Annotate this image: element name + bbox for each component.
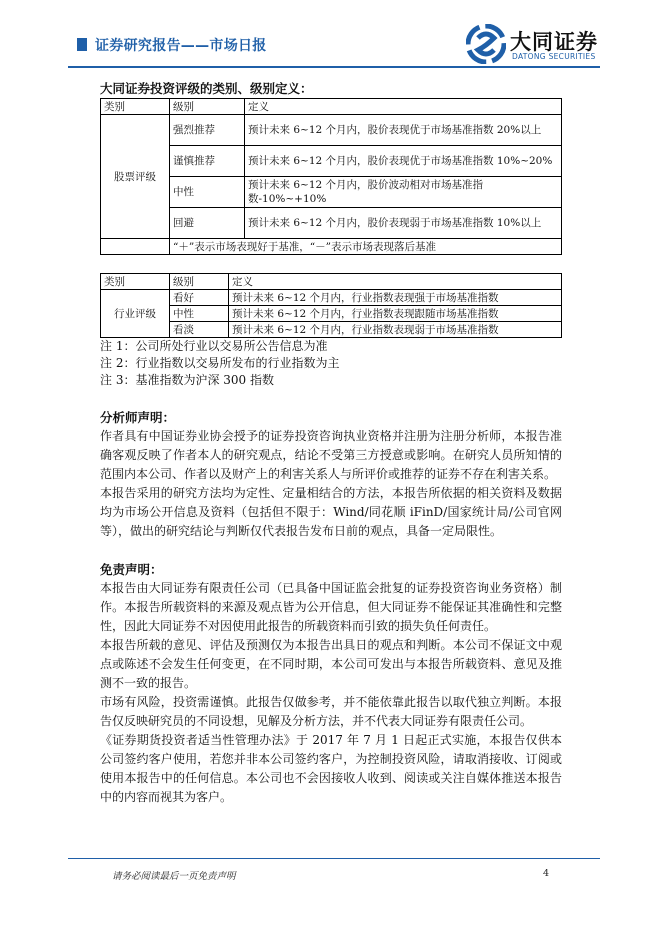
disclaimer-paragraph: 本报告所载的意见、评估及预测仅为本报告出具日的观点和判断。本公司不保证文中观点或陈述不会发生任何变更，在不同时期，本公司可发出与本报告所载资料、意见及推测不一致的报告。	[100, 638, 562, 690]
definition-cell: 预计未来 6~12 个月内，股价波动相对市场基准指数-10%~+10%	[245, 177, 562, 208]
table-row	[101, 146, 562, 177]
disclaimer-section-title: 免责声明：	[100, 562, 163, 577]
level-cell: 谨慎推荐	[170, 146, 245, 177]
table-footnote: “＋”表示市场表现好于基准，“－”表示市场表现落后基准	[170, 239, 562, 255]
rating-section-title: 大同证券投资评级的类别、级别定义：	[100, 81, 313, 96]
report-type-title: 证券研究报告——市场日报	[95, 38, 267, 54]
table-row	[101, 306, 562, 322]
analyst-paragraph: 作者具有中国证券业协会授予的证券投资咨询执业资格并注册为注册分析师，本报告准确客观反映了作者本人的研究观点，结论不受第三方授意或影响。在研究人员所知情的范围内本公司、作者以及财产上的利害关系人与所评价或推荐的证券不存在利害关系。	[100, 429, 562, 481]
table-row	[101, 322, 562, 338]
level-cell: 回避	[170, 208, 245, 239]
category-cell: 行业评级	[101, 290, 170, 338]
note-line: 注 2：行业指数以交易所发布的行业指数为主	[100, 356, 340, 370]
empty-cell	[101, 239, 170, 255]
note-line: 注 1：公司所处行业以交易所公告信息为准	[100, 339, 328, 353]
table-row	[101, 177, 562, 208]
definition-cell: 预计未来 6~12 个月内，行业指数表现强于市场基准指数	[229, 290, 562, 306]
disclaimer-paragraph: 《证券期货投资者适当性管理办法》于 2017 年 7 月 1 日起正式实施，本报告仅供本公司签约客户使用，若您并非本公司签约客户，为控制投资风险，请取消接收、订阅或使用本报告中的任何信息。本公司也不会因接收人收到、阅读或关注自媒体推送本报告中的内容而视其为客户。	[100, 733, 562, 804]
level-cell: 强烈推荐	[170, 115, 245, 146]
page-number: 4	[543, 868, 550, 879]
definition-cell: 预计未来 6~12 个月内，股价表现优于市场基准指数 20%以上	[245, 115, 562, 146]
disclaimer-paragraph: 本报告由大同证券有限责任公司（已具备中国证监会批复的证券投资咨询业务资格）制作。本报告所载资料的来源及观点皆为公开信息，但大同证券不能保证其准确性和完整性，因此大同证券不对因使用此报告的所载资料而引致的损失负任何责任。	[100, 581, 562, 633]
analyst-paragraph: 本报告采用的研究方法均为定性、定量相结合的方法，本报告所依据的相关资料及数据均为市场公开信息及资料（包括但不限于：Wind/同花顺 iFinD/国家统计局/公司官网等），做出的研究结论与判断仅代表报告发布日前的观点，具备一定局限性。	[100, 486, 562, 538]
table-row	[101, 239, 562, 255]
definition-cell: 预计未来 6~12 个月内，行业指数表现跟随市场基准指数	[229, 306, 562, 322]
table-row	[101, 290, 562, 306]
table-header-cell: 定义	[245, 99, 562, 115]
table-header-cell: 级别	[170, 274, 229, 290]
industry-rating-table	[100, 273, 562, 338]
table-header-cell: 类别	[101, 99, 170, 115]
note-line: 注 3：基准指数为沪深 300 指数	[100, 373, 274, 387]
logo-chinese-name: 大同证券	[510, 30, 598, 54]
header-marker	[77, 38, 87, 51]
definition-cell: 预计未来 6~12 个月内，股价表现弱于市场基准指数 10%以上	[245, 208, 562, 239]
footer-divider	[68, 858, 600, 859]
disclaimer-paragraph: 市场有风险，投资需谨慎。此报告仅做参考，并不能依靠此报告以取代独立判断。本报告仅反映研究员的不同设想，见解及分析方法，并不代表大同证券有限责任公司。	[100, 695, 562, 728]
logo-english-name: DATONG SECURITIES	[512, 52, 596, 61]
category-cell: 股票评级	[101, 115, 170, 239]
table-header-cell: 类别	[101, 274, 170, 290]
stock-rating-table	[100, 98, 562, 255]
level-cell: 中性	[170, 306, 229, 322]
level-cell: 看好	[170, 290, 229, 306]
company-logo	[466, 24, 616, 66]
table-header-cell: 级别	[170, 99, 245, 115]
datong-logo-icon	[466, 24, 506, 64]
table-row	[101, 115, 562, 146]
table-header-row	[101, 274, 562, 290]
footer-note: 请务必阅读最后一页免责声明	[112, 871, 236, 882]
main-content	[100, 80, 562, 807]
definition-cell: 预计未来 6~12 个月内，股价表现优于市场基准指数 10%~20%	[245, 146, 562, 177]
analyst-section-title: 分析师声明：	[100, 410, 176, 425]
table-header-cell: 定义	[229, 274, 562, 290]
level-cell: 中性	[170, 177, 245, 208]
header-divider	[68, 66, 600, 68]
table-row	[101, 208, 562, 239]
level-cell: 看淡	[170, 322, 229, 338]
definition-cell: 预计未来 6~12 个月内，行业指数表现弱于市场基准指数	[229, 322, 562, 338]
table-header-row	[101, 99, 562, 115]
page-header	[0, 0, 662, 70]
